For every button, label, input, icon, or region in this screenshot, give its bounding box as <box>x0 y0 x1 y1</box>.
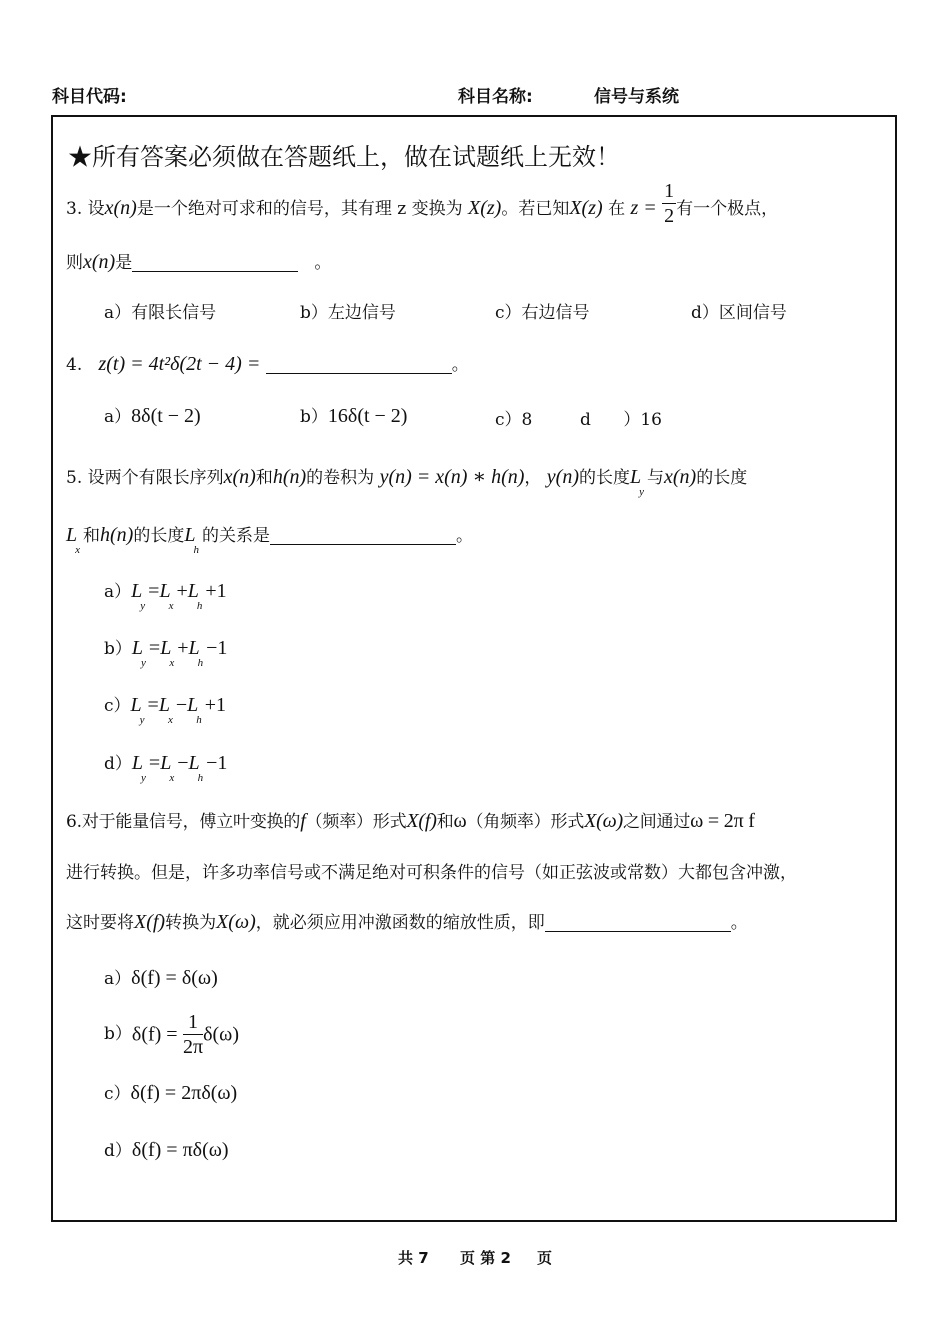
q4-number: 4. <box>66 355 83 375</box>
q6-line1: 6.对于能量信号，傅立叶变换的f（频率）形式X(f)和ω（角频率）形式X(ω)之间通过ω = 2π f <box>66 810 755 832</box>
q6-option-a: a）δ(f) = δ(ω) <box>104 967 218 989</box>
q3-option-c: c）右边信号 <box>495 303 590 323</box>
q4-option-a: a）8δ(t − 2) <box>104 405 201 427</box>
q3-answer-blank <box>132 255 298 272</box>
q3-option-b: b）左边信号 <box>300 303 396 323</box>
subject-code-label: 科目代码: <box>52 87 127 107</box>
q6-option-c: c）δ(f) = 2πδ(ω) <box>104 1082 238 1104</box>
q4-line1: 4. z(t) = 4t²δ(2t − 4) = 。 <box>66 353 469 375</box>
q5-line1: 5. 设两个有限长序列x(n)和h(n)的卷积为 y(n) = x(n) ∗ h(n)， y(n)的长度$L_y$与x(n)的长度 <box>66 466 748 498</box>
q3-line1: 3. 设x(n)是一个绝对可求和的信号，其有理 z 变换为 X(z)。若已知X(z) 在 z = $\frac{1}{2}$ 有一个极点， <box>66 180 779 227</box>
subject-name-label: 科目名称: <box>458 87 533 107</box>
q3-line2: 则x(n)是 。 <box>66 251 332 273</box>
q5-option-a: $a)L_y=L_x+L_h+1$ <box>104 580 227 612</box>
q3-Xz: X(z) <box>468 197 502 219</box>
page-footer: 共 7 页 第 2 页 <box>397 1249 553 1267</box>
q4-option-d: d ）16 <box>580 410 662 430</box>
q5-number: 5. <box>66 468 83 488</box>
q4-option-b: b）16δ(t − 2) <box>300 405 408 427</box>
q4-expression: z(t) = 4t²δ(2t − 4) = <box>98 353 261 375</box>
q5-line2: $L_x$和h(n)的长度$L_h$的关系是 。 <box>66 524 473 556</box>
q5-option-c: $c)L_y=L_x-L_h+1$ <box>104 694 227 726</box>
q5-convolution: y(n) = x(n) ∗ h(n) <box>379 466 525 488</box>
q6-answer-blank <box>545 915 731 932</box>
q6-line3: 这时要将X(f)转换为X(ω)，就必须应用冲激函数的缩放性质，即 。 <box>66 911 748 933</box>
subject-name: 信号与系统 <box>594 87 679 107</box>
q3-option-a: a）有限长信号 <box>104 303 217 323</box>
q6-option-b-fraction: $\frac{1}{2\pi}$ <box>182 1011 204 1058</box>
q5-option-d: $d)L_y=L_x-L_h-1$ <box>104 752 228 784</box>
q4-answer-blank <box>266 357 452 374</box>
q5-answer-blank <box>270 528 456 545</box>
q6-line2: 进行转换。但是，许多功率信号或不满足绝对可积条件的信号（如正弦波或常数）大都包含冲激， <box>66 863 797 883</box>
q4-option-c: c）8 <box>495 410 533 430</box>
q3-fraction: $\frac{1}{2}$ <box>664 180 675 227</box>
q6-number: 6. <box>66 812 82 832</box>
q6-option-b: b）δ(f) = $\frac{1}{2\pi}$ δ(ω) <box>104 1011 240 1058</box>
q3-number: 3. <box>66 199 83 219</box>
q3-option-d: d）区间信号 <box>691 303 787 323</box>
q3-xn: x(n) <box>104 197 137 219</box>
q5-option-b: $b)L_y=L_x+L_h-1$ <box>104 637 228 669</box>
notice: ★所有答案必须做在答题纸上，做在试题纸上无效！ <box>68 143 620 171</box>
q6-option-d: d）δ(f) = πδ(ω) <box>104 1139 229 1161</box>
